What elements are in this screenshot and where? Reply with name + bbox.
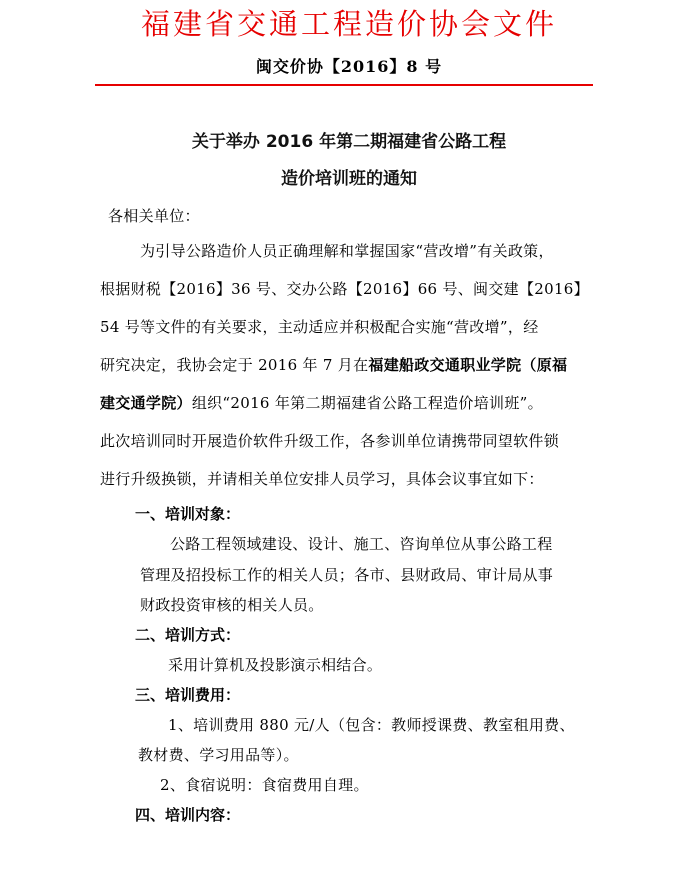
paragraph-line: 此次培训同时开展造价软件升级工作，各参训单位请携带同望软件锁: [100, 432, 560, 450]
paragraph-line: [100, 392, 543, 413]
notice-title-line-1: 关于举办 2016 年第二期福建省公路工程: [191, 132, 507, 152]
paragraph-line: 进行升级换锁，并请相关单位安排人员学习，具体会议事宜如下：: [100, 470, 544, 488]
section-heading-audience: 一、培训对象：: [135, 505, 241, 523]
salutation: 各相关单位：: [108, 207, 200, 225]
paragraph-text: 组织“2016 年第二期福建省公路工程造价培训班”。: [191, 394, 543, 412]
section-heading-method: 二、培训方式：: [135, 626, 241, 644]
section-heading-fees: 三、培训费用：: [135, 686, 241, 704]
issuer-header-title: 福建省交通工程造价协会文件: [140, 7, 557, 41]
paragraph-text: 研究决定，我协会定于 2016 年 7 月在: [100, 356, 369, 374]
section-text: 财政投资审核的相关人员。: [140, 596, 324, 614]
paragraph-line: 为引导公路造价人员正确理解和掌握国家“营改增”有关政策，: [140, 242, 554, 260]
venue-name-bold: 建交通学院）: [100, 394, 192, 412]
section-text: 管理及招投标工作的相关人员；各市、县财政局、审计局从事: [140, 566, 554, 584]
section-text: 公路工程领域建设、设计、施工、咨询单位从事公路工程: [170, 535, 553, 553]
section-text: 教材费、学习用品等）。: [138, 746, 299, 764]
section-heading-content: 四、培训内容：: [135, 806, 241, 824]
document-number: 闽交价协【2016】8 号: [255, 57, 443, 76]
header-red-divider: [95, 84, 593, 86]
notice-title-line-2: 造价培训班的通知: [281, 169, 417, 189]
section-text: 采用计算机及投影演示相结合。: [168, 656, 383, 674]
venue-name-bold: 福建船政交通职业学院（原福: [368, 356, 568, 374]
section-text: 2、食宿说明：食宿费用自理。: [160, 776, 369, 794]
paragraph-line: 根据财税【2016】36 号、交办公路【2016】66 号、闽交建【2016】: [100, 280, 589, 298]
paragraph-line: 54 号等文件的有关要求，主动适应并积极配合实施“营改增”，经: [100, 318, 539, 336]
section-text: 1、培训费用 880 元/人（包含：教师授课费、教室租用费、: [168, 716, 575, 734]
paragraph-line: [100, 354, 567, 375]
